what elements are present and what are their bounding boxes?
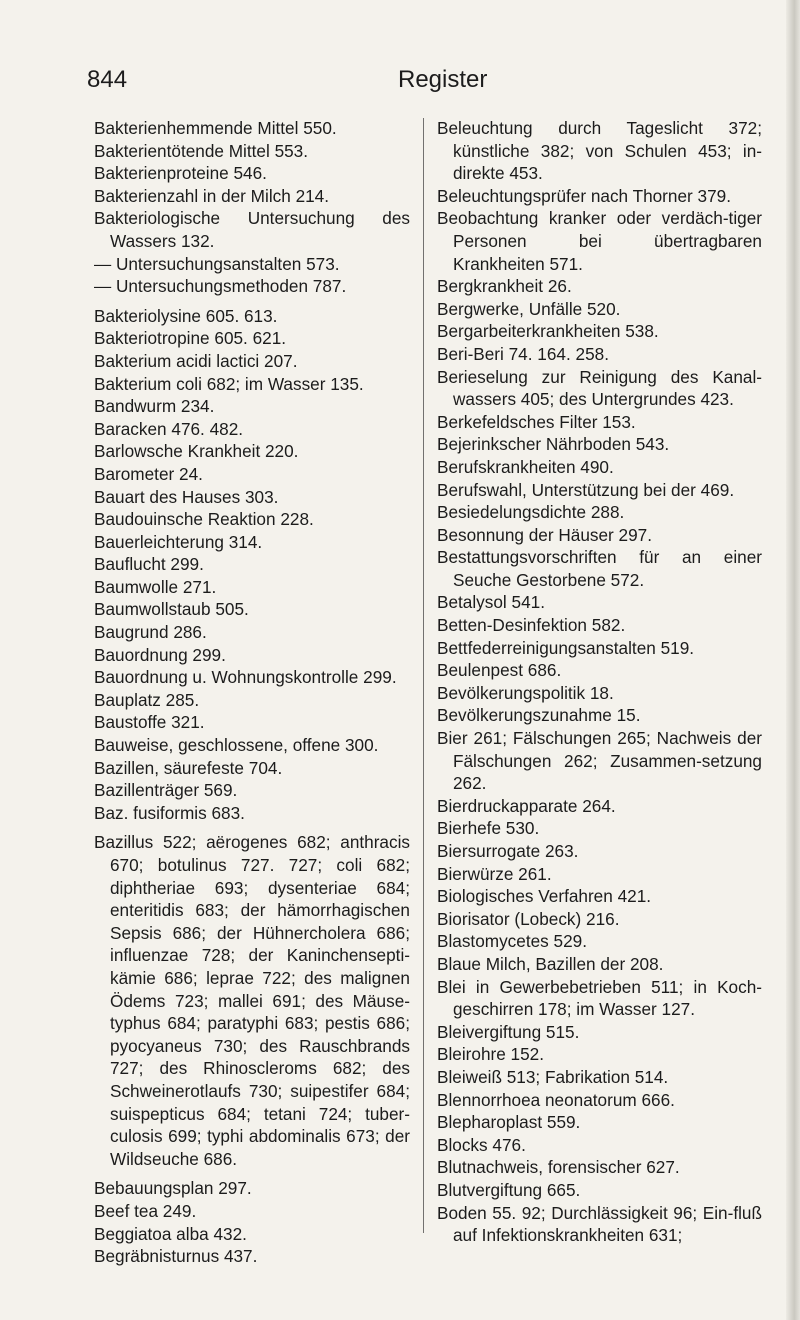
- index-entry: Bergarbeiterkrankheiten 538.: [437, 321, 659, 342]
- page-header: [0, 66, 800, 96]
- page-edge-shadow: [786, 0, 800, 1320]
- index-entry: Bakterium acidi lactici 207.: [94, 350, 298, 371]
- index-entry: Bevölkerungszunahme 15.: [437, 705, 641, 726]
- index-entry: Berufskrankheiten 490.: [437, 456, 614, 477]
- index-entry: Baumwollstaub 505.: [94, 599, 249, 620]
- index-entry: Bettfederreinigungsanstalten 519.: [437, 637, 695, 658]
- index-entry: Beleuchtung durch Tageslicht 372; künstliche 382; von Schulen 453; in-direkte 453.: [437, 118, 762, 184]
- index-entry: Beef tea 249.: [94, 1200, 197, 1221]
- index-entry: — Untersuchungsmethoden 787.: [94, 276, 347, 297]
- index-entry: Bakterienzahl in der Milch 214.: [94, 185, 330, 206]
- index-entry: Barlowsche Krankheit 220.: [94, 441, 299, 462]
- index-entry: Besiedelungsdichte 288.: [437, 502, 625, 523]
- index-entry: Beleuchtungsprüfer nach Thorner 379.: [437, 185, 731, 206]
- index-entry: Bandwurm 234.: [94, 396, 215, 417]
- index-entry: Bazillus 522; aërogenes 682; anthracis 670; botulinus 727. 727; coli 682; diphtheriae 693; dysenteriae 684; enteritidis 683; der hämorrhagischen Sepsis 686; der Hühnercholera 686; influenzae 728; der Kaninchensepti-kämie 686; leprae 722; des malignen Ödems 723; mallei 691; des Mäuse-typhus 684; paratyphi 683; pestis 686; pyocyaneus 730; des Rauschbrands 727; des Rhinoscleroms 682; des Schweinerotlaufs 730; suipestifer 684; suispepticus 684; tetani 724; tuber-culosis 699; typhi abdominalis 673; der Wildseuche 686.: [94, 832, 410, 1169]
- index-entry: Biorisator (Lobeck) 216.: [437, 908, 620, 929]
- index-entry: Bakterium coli 682; im Wasser 135.: [94, 373, 364, 394]
- index-entry: Berufswahl, Unterstützung bei der 469.: [437, 479, 735, 500]
- index-entry: Baumwolle 271.: [94, 576, 217, 597]
- index-entry: Bierhefe 530.: [437, 818, 540, 839]
- index-entry: Bierwürze 261.: [437, 863, 552, 884]
- index-entry: Bauplatz 285.: [94, 689, 200, 710]
- index-entry: Beulenpest 686.: [437, 660, 562, 681]
- index-entry: Blutvergiftung 665.: [437, 1179, 581, 1200]
- index-column-left: [94, 117, 410, 1268]
- index-entry: Boden 55. 92; Durchlässigkeit 96; Ein-fluß auf Infektionskrankheiten 631;: [437, 1202, 762, 1246]
- index-entry: Beggiatoa alba 432.: [94, 1223, 247, 1244]
- page-title: Register: [398, 66, 488, 93]
- index-entry: Berkefeldsches Filter 153.: [437, 411, 636, 432]
- index-entry: Biologisches Verfahren 421.: [437, 886, 652, 907]
- index-entry: Beobachtung kranker oder verdäch-tiger Personen bei übertragbaren Krankheiten 571.: [437, 208, 762, 274]
- index-entry: Bazillenträger 569.: [94, 780, 238, 801]
- index-entry: Beri-Beri 74. 164. 258.: [437, 343, 609, 364]
- index-entry: Besonnung der Häuser 297.: [437, 524, 652, 545]
- index-entry: — Untersuchungsanstalten 573.: [94, 253, 340, 274]
- index-entry: Bebauungsplan 297.: [94, 1178, 252, 1199]
- index-entry: Bierdruckapparate 264.: [437, 795, 616, 816]
- index-entry: Bevölkerungspolitik 18.: [437, 682, 614, 703]
- index-entry: Baracken 476. 482.: [94, 418, 244, 439]
- index-entry: Bauerleichterung 314.: [94, 531, 263, 552]
- column-divider: [423, 118, 424, 1233]
- index-entry: Bauart des Hauses 303.: [94, 486, 279, 507]
- index-entry: Bestattungsvorschriften für an einer Seuche Gestorbene 572.: [437, 547, 762, 590]
- index-column-right: [437, 117, 762, 1247]
- index-entry: Blocks 476.: [437, 1134, 526, 1155]
- index-entry: Berieselung zur Reinigung des Kanal-wassers 405; des Untergrundes 423.: [437, 366, 762, 410]
- index-entry: Blaue Milch, Bazillen der 208.: [437, 953, 664, 974]
- index-entry: Blei in Gewerbebetrieben 511; in Koch-geschirren 178; im Wasser 127.: [437, 976, 762, 1020]
- index-entry: Bakterienproteine 546.: [94, 163, 267, 184]
- index-entry: Biersurrogate 263.: [437, 841, 579, 861]
- index-entry: Bauweise, geschlossene, offene 300.: [94, 735, 379, 756]
- index-entry: Bakteriolysine 605. 613.: [94, 305, 278, 326]
- index-entry: Bazillen, säurefeste 704.: [94, 757, 283, 778]
- index-entry: Barometer 24.: [94, 463, 203, 484]
- index-entry: Bleirohre 152.: [437, 1044, 545, 1065]
- index-entry: Bleiweiß 513; Fabrikation 514.: [437, 1066, 669, 1087]
- index-entry: Betalysol 541.: [437, 592, 545, 613]
- index-entry: Bier 261; Fälschungen 265; Nachweis der Fälschungen 262; Zusammen-setzung 262.: [437, 728, 762, 794]
- index-entry: Bauflucht 299.: [94, 554, 204, 575]
- index-entry: Blennorrhoea neonatorum 666.: [437, 1089, 675, 1110]
- index-entry: Bakterienhemmende Mittel 550.: [94, 118, 337, 138]
- index-entry: Betten-Desinfektion 582.: [437, 615, 626, 636]
- index-entry: Begräbnisturnus 437.: [94, 1246, 258, 1267]
- index-entry: Bauordnung 299.: [94, 644, 226, 665]
- index-entry: Baugrund 286.: [94, 622, 207, 643]
- index-entry: Bakteriologische Untersuchung des Wassers 132.: [94, 208, 410, 251]
- index-entry: Baustoffe 321.: [94, 712, 205, 733]
- index-entry: Bleivergiftung 515.: [437, 1021, 580, 1042]
- index-entry: Blastomycetes 529.: [437, 931, 587, 952]
- index-entry: Baudouinsche Reaktion 228.: [94, 509, 314, 530]
- page-number: 844: [87, 66, 128, 93]
- index-entry: Bauordnung u. Wohnungskontrolle 299.: [94, 667, 397, 688]
- index-entry: Bejerinkscher Nährboden 543.: [437, 434, 670, 455]
- index-entry: Bergwerke, Unfälle 520.: [437, 298, 621, 319]
- index-entry: Blepharoplast 559.: [437, 1112, 581, 1133]
- index-entry: Bakteriotropine 605. 621.: [94, 328, 287, 349]
- index-entry: Baz. fusiformis 683.: [94, 802, 245, 823]
- index-entry: Blutnachweis, forensischer 627.: [437, 1157, 680, 1178]
- index-entry: Bergkrankheit 26.: [437, 276, 572, 297]
- index-entry: Bakterientötende Mittel 553.: [94, 140, 309, 161]
